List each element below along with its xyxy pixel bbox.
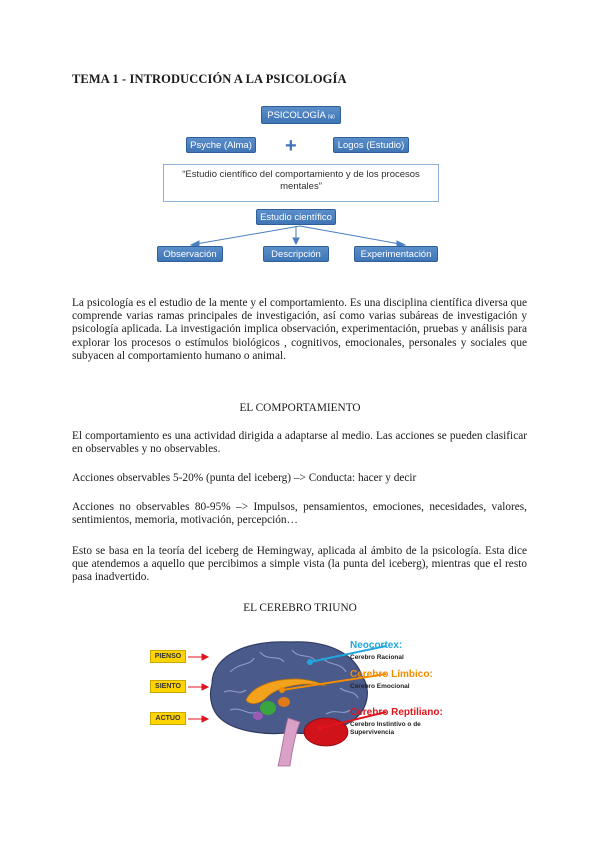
non-observable-paragraph: Acciones no observables 80-95% –> Impulsos, pensamientos, emociones, necesidades, valores, sentimientos, memoria, motivación, percepción… <box>72 501 527 527</box>
amygdala-shape <box>253 712 263 720</box>
reptilian-dot <box>317 725 323 731</box>
limbic-dot <box>279 687 285 693</box>
observacion-box: Observación <box>157 246 223 262</box>
estudio-cientifico-box: Estudio científico <box>256 209 336 225</box>
heading-comportamiento: EL COMPORTAMIENTO <box>239 402 361 414</box>
descripcion-box: Descripción <box>263 246 329 262</box>
arrow-experimentacion <box>300 226 400 244</box>
tag-siento: SIENTO <box>150 680 186 693</box>
arrowhead-descripcion <box>293 238 299 244</box>
psyche-box: Psyche (Alma) <box>186 137 256 153</box>
tag-arrows <box>188 654 208 722</box>
plus-icon: + <box>285 135 297 157</box>
limbic-title: Cerebro Límbico: <box>350 669 433 680</box>
neocortex-title: Neocortex: <box>350 640 403 651</box>
psicologia-box <box>261 106 341 124</box>
intro-paragraph: La psicología es el estudio de la mente y el comportamiento. Es una disciplina científica diversa que comprende varias ramas principales de investigación, así como varias subáreas de investigación y psicología aplicada. La investigación implica observación, experimentación, pruebas y análisis para explorar los procesos o estímulos biológicos , cognitivos, emocionales, personales y sociales que subyacen al comportamiento humano o animal. <box>72 297 527 362</box>
tag-pienso: PIENSO <box>150 650 186 663</box>
limbic-sub: Cerebro Emocional <box>350 683 410 690</box>
psicologia-symbol: (ψ) <box>327 113 335 120</box>
arrow-observacion <box>196 226 300 244</box>
document-title: TEMA 1 - INTRODUCCIÓN A LA PSICOLOGÍA <box>72 72 347 86</box>
reptilian-sub: Cerebro Instintivo o de Supervivencia <box>350 721 421 736</box>
neocortex-dot <box>307 659 313 665</box>
experimentacion-box: Experimentación <box>354 246 438 262</box>
psicologia-label: PSICOLOGÍA <box>267 109 326 121</box>
iceberg-paragraph: Esto se basa en la teoría del iceberg de Hemingway, aplicada al ámbito de la psicología. Esta dice que atendemos a aquello que percibimos a simple vista (la punta del iceberg), mientras que el resto pasa inadvertido. <box>72 545 527 584</box>
brain-illustration <box>150 632 460 772</box>
heading-cerebro-triuno: EL CEREBRO TRIUNO <box>243 602 357 614</box>
observable-paragraph: Acciones observables 5-20% (punta del iceberg) –> Conducta: hacer y decir <box>72 472 417 484</box>
logos-box: Logos (Estudio) <box>333 137 409 153</box>
limbic-node <box>278 697 290 707</box>
neocortex-sub: Cerebro Racional <box>350 654 404 661</box>
reptilian-title: Cerebro Reptiliano: <box>350 707 443 718</box>
behavior-paragraph: El comportamiento es una actividad dirigida a adaptarse al medio. Las acciones se pueden clasificar en observables y no observables. <box>72 430 527 456</box>
limbic-center <box>260 701 276 715</box>
tag-actuo: ACTUO <box>150 712 186 725</box>
definition-box: “Estudio científico del comportamiento y de los procesos mentales” <box>163 164 439 202</box>
